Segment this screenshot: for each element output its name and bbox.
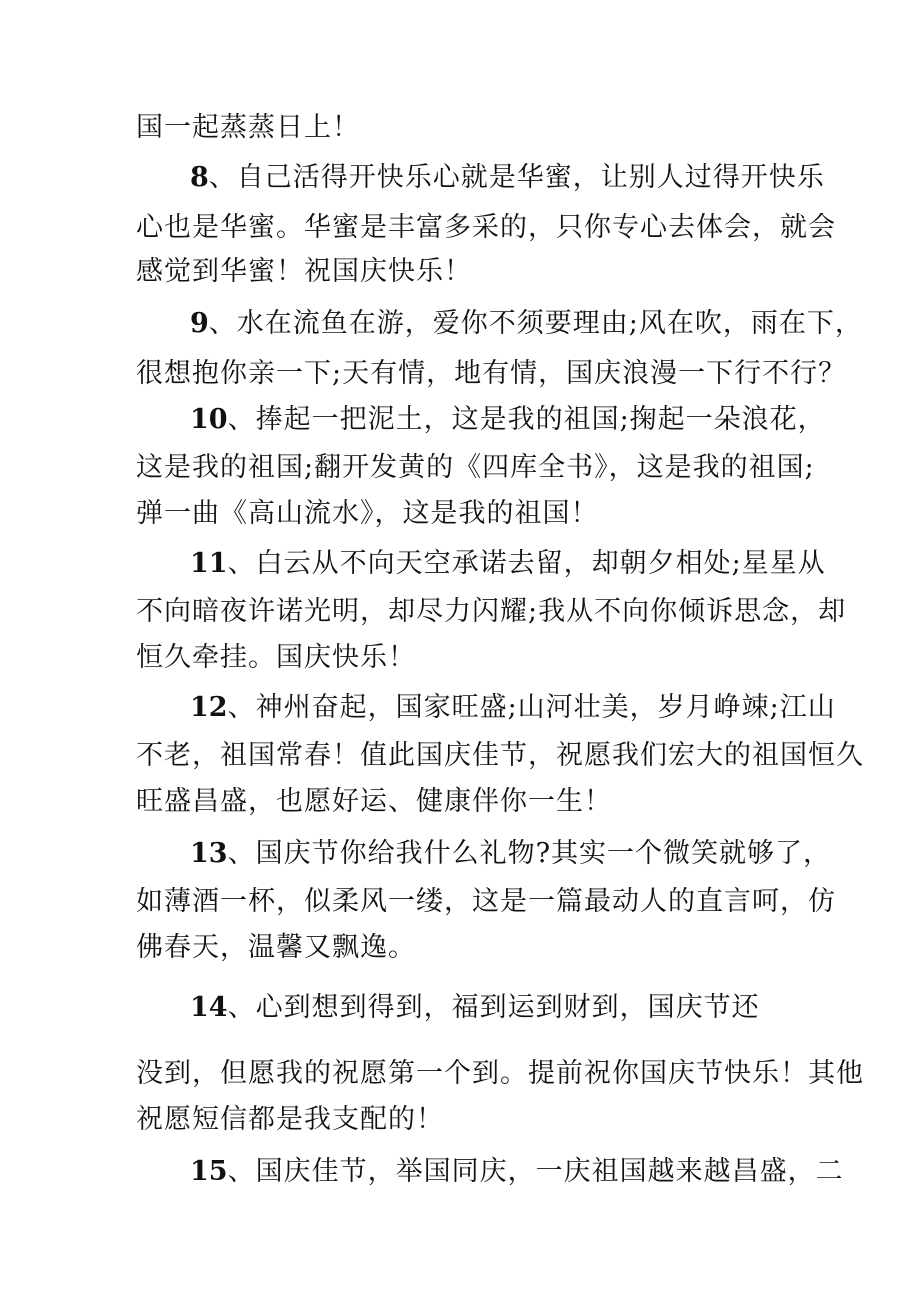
paragraph-12-line-3: 旺盛昌盛，也愿好运、健康伴你一生！ xyxy=(136,786,612,817)
paragraph-11-line-2: 不向暗夜许诺光明，却尽力闪耀;我从不向你倾诉思念，却 xyxy=(136,596,847,627)
item-separator: 、 xyxy=(227,404,256,435)
paragraph-12-line-1 xyxy=(190,684,836,732)
paragraph-14-line-1 xyxy=(190,984,796,1032)
paragraph-8-line-2: 心也是华蜜。华蜜是丰富多采的，只你专心去体会，就会 xyxy=(136,212,836,243)
paragraph-9-line-2: 很想抱你亲一下;天有情，地有情，国庆浪漫一下行不行？ xyxy=(136,358,847,389)
item-text: 自己活得开快乐心就是华蜜，让别人过得开快乐 xyxy=(236,162,825,193)
paragraph-15-line-1 xyxy=(190,1148,844,1196)
item-text: 捧起一把泥土，这是我的祖国;掬起一朵浪花， xyxy=(255,404,826,435)
paragraph-10-line-1 xyxy=(190,396,826,444)
item-separator: 、 xyxy=(227,992,256,1023)
paragraph-11-line-3: 恒久牵挂。国庆快乐！ xyxy=(136,642,416,673)
item-text: 神州奋起，国家旺盛;山河壮美，岁月峥竦;江山 xyxy=(255,692,836,723)
paragraph-13-line-2: 如薄酒一杯，似柔风一缕，这是一篇最动人的直言呵，仿 xyxy=(136,886,836,917)
paragraph-8-line-3: 感觉到华蜜！祝国庆快乐！ xyxy=(136,256,472,287)
item-number: 11 xyxy=(190,548,228,579)
item-separator: 、 xyxy=(227,548,256,579)
item-text: 心到想到得到，福到运到财到，国庆节还 xyxy=(255,992,760,1023)
item-separator: 、 xyxy=(227,1156,256,1187)
item-number: 14 xyxy=(190,992,228,1023)
item-number: 15 xyxy=(190,1156,228,1187)
item-number: 12 xyxy=(190,692,228,723)
item-text: 白云从不向天空承诺去留，却朝夕相处;星星从 xyxy=(255,548,826,579)
item-number: 10 xyxy=(190,404,228,435)
item-separator: 、 xyxy=(227,692,256,723)
item-text: 水在流鱼在游，爱你不须要理由;风在吹，雨在下， xyxy=(236,308,863,339)
paragraph-12-line-2: 不老，祖国常春！值此国庆佳节，祝愿我们宏大的祖国恒久 xyxy=(136,740,864,771)
paragraph-13-line-1 xyxy=(190,830,832,878)
item-separator: 、 xyxy=(208,308,237,339)
paragraph-10-line-2: 这是我的祖国;翻开发黄的《四库全书》，这是我的祖国; xyxy=(136,452,815,483)
item-text: 国庆节你给我什么礼物?其实一个微笑就够了， xyxy=(255,838,832,869)
item-number: 13 xyxy=(190,838,228,869)
paragraph-14-line-2: 没到，但愿我的祝愿第一个到。提前祝你国庆节快乐！其他 xyxy=(136,1058,864,1089)
item-separator: 、 xyxy=(208,162,237,193)
paragraph-10-line-3: 弹一曲《高山流水》，这是我的祖国！ xyxy=(136,498,599,529)
paragraph-13-line-3: 佛春天，温馨又飘逸。 xyxy=(136,932,416,963)
paragraph-8-line-1 xyxy=(190,154,825,202)
paragraph-14-line-3: 祝愿短信都是我支配的！ xyxy=(136,1104,444,1135)
paragraph-9-line-1 xyxy=(190,300,863,348)
continuation-line: 国一起蒸蒸日上！ xyxy=(136,112,360,143)
item-separator: 、 xyxy=(227,838,256,869)
item-number: 8 xyxy=(190,162,209,193)
item-number: 9 xyxy=(190,308,209,339)
paragraph-11-line-1 xyxy=(190,540,826,588)
item-text: 国庆佳节，举国同庆，一庆祖国越来越昌盛，二 xyxy=(255,1156,844,1187)
